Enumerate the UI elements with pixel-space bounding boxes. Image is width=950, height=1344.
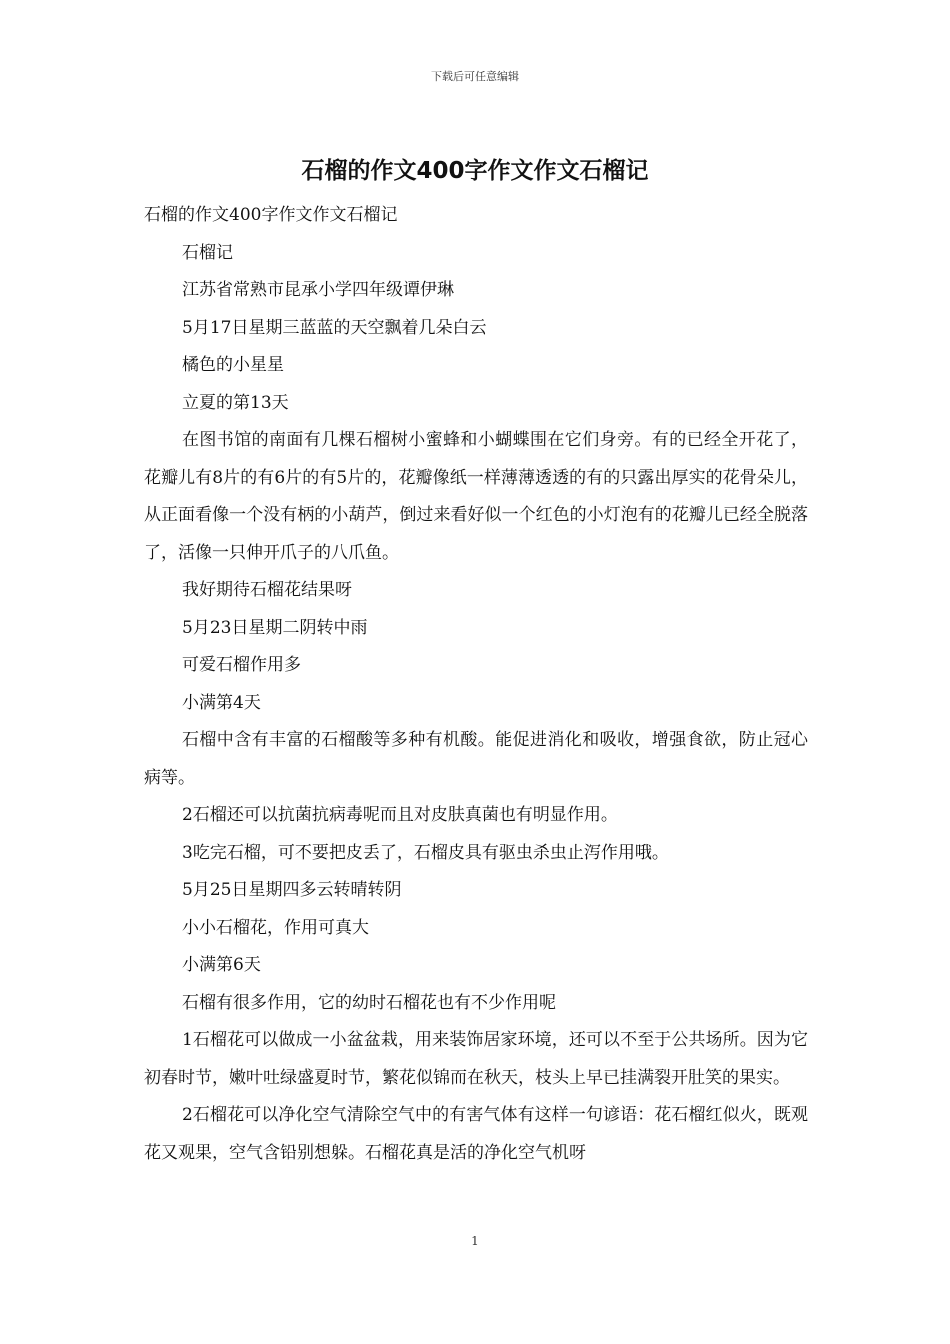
paragraph-date-3: 5月25日星期四多云转晴转阴: [182, 880, 402, 900]
paragraph-author: 江苏省常熟市昆承小学四年级谭伊琳: [182, 280, 454, 300]
paragraph-body-3: 2石榴还可以抗菌抗病毒呢而且对皮肤真菌也有明显作用。: [182, 805, 618, 825]
paragraph-body-5: 石榴有很多作用，它的幼时石榴花也有不少作用呢: [182, 992, 556, 1013]
paragraph-body-7: 2石榴花可以净化空气清除空气中的有害气体有这样一句谚语：花石榴红似火，既观花又观果，空气含铅别想躲。石榴花真是活的净化空气机呀: [144, 1105, 808, 1163]
document-body: [144, 197, 808, 1172]
paragraph-subtitle: 石榴的作文400字作文作文石榴记: [144, 205, 398, 225]
paragraph-body-2: 石榴中含有丰富的石榴酸等多种有机酸。能促进消化和吸收，增强食欲，防止冠心病等。: [144, 730, 808, 788]
paragraph-heading-2: 可爱石榴作用多: [182, 655, 301, 675]
paragraph-solar-term-1: 立夏的第13天: [182, 392, 289, 413]
paragraph-date-2: 5月23日星期二阴转中雨: [182, 617, 368, 638]
page-number: 1: [471, 1234, 479, 1248]
paragraph-date-1: 5月17日星期三蓝蓝的天空飘着几朵白云: [182, 317, 487, 338]
paragraph-heading-1: 橘色的小星星: [182, 355, 284, 375]
paragraph-body-4: 3吃完石榴，可不要把皮丢了，石榴皮具有驱虫杀虫止泻作用哦。: [182, 842, 669, 863]
paragraph-body-6: 1石榴花可以做成一小盆盆栽，用来装饰居家环境，还可以不至于公共场所。因为它初春时节，嫩叶吐绿盛夏时节，繁花似锦而在秋天，枝头上早已挂满裂开肚笑的果实。: [144, 1030, 808, 1088]
paragraph-solar-term-2: 小满第4天: [182, 692, 261, 713]
paragraph-line-7: 我好期待石榴花结果呀: [182, 580, 352, 600]
paragraph-heading-3: 小小石榴花，作用可真大: [182, 917, 369, 938]
paragraph-essay-title: 石榴记: [182, 242, 233, 263]
paragraph-body-1: 在图书馆的南面有几棵石榴树小蜜蜂和小蝴蝶围在它们身旁。有的已经全开花了，花瓣儿有8片的有6片的有5片的，花瓣像纸一样薄薄透透的有的只露出厚实的花骨朵儿，从正面看像一个没有柄的小葫芦，倒过来看好似一个红色的小灯泡有的花瓣儿已经全脱落了，活像一只伸开爪子的八爪鱼。: [144, 430, 808, 563]
page-header-note: 下载后可任意编辑: [431, 70, 519, 83]
paragraph-solar-term-3: 小满第6天: [182, 955, 261, 975]
document-title: 石榴的作文400字作文作文石榴记: [301, 158, 649, 184]
